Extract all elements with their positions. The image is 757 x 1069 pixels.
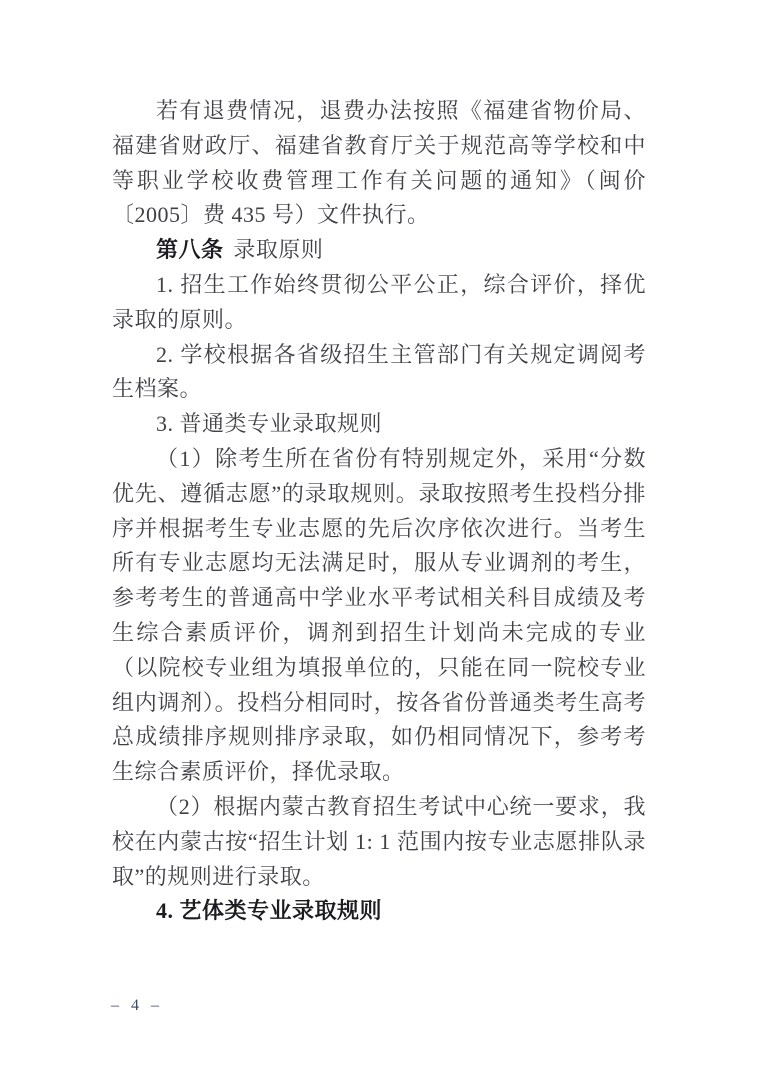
paragraph-item-3-rule-2: （2）根据内蒙古教育招生考试中心统一要求，我校在内蒙古按“招生计划 1: 1 范围内按专业志愿排队录取”的规则进行录取。 — [112, 793, 646, 889]
page-footer — [111, 996, 163, 1016]
paragraph-item-4-heading: 4. 艺体类专业录取规则 — [156, 898, 383, 924]
paragraph-item-3-heading: 3. 普通类专业录取规则 — [156, 411, 383, 437]
article-8-number: 第八条 — [156, 237, 224, 263]
article-8-title: 录取原则 — [233, 237, 324, 263]
page-number: – 4 – — [111, 997, 163, 1014]
document-content — [112, 94, 646, 929]
paragraph-item-3-rule-1: （1）除考生所在省份有特别规定外，采用“分数优先、遵循志愿”的录取规则。录取按照考生投档分排序并根据考生专业志愿的先后次序依次进行。当考生所有专业志愿均无法满足时，服从专业调剂的考生，参考考生的普通高中学业水平考试相关科目成绩及考生综合素质评价，调剂到招生计划尚未完成的专业（以院校专业组为填报单位的，只能在同一院校专业组内调剂）。投档分相同时，按各省份普通类考生高考总成绩排序规则排序录取，如仍相同情况下，参考考生综合素质评价，择优录取。 — [112, 445, 646, 785]
paragraph-refund-policy: 若有退费情况，退费办法按照《福建省物价局、福建省财政厅、福建省教育厅关于规范高等学校和中等职业学校收费管理工作有关问题的通知》（闽价〔2005〕费 435 号）文件执行。 — [112, 98, 646, 228]
paragraph-article-8-heading — [112, 233, 646, 268]
paragraph-item-1: 1. 招生工作始终贯彻公平公正，综合评价，择优录取的原则。 — [112, 271, 646, 332]
paragraph-item-2: 2. 学校根据各省级招生主管部门有关规定调阅考生档案。 — [112, 341, 646, 402]
